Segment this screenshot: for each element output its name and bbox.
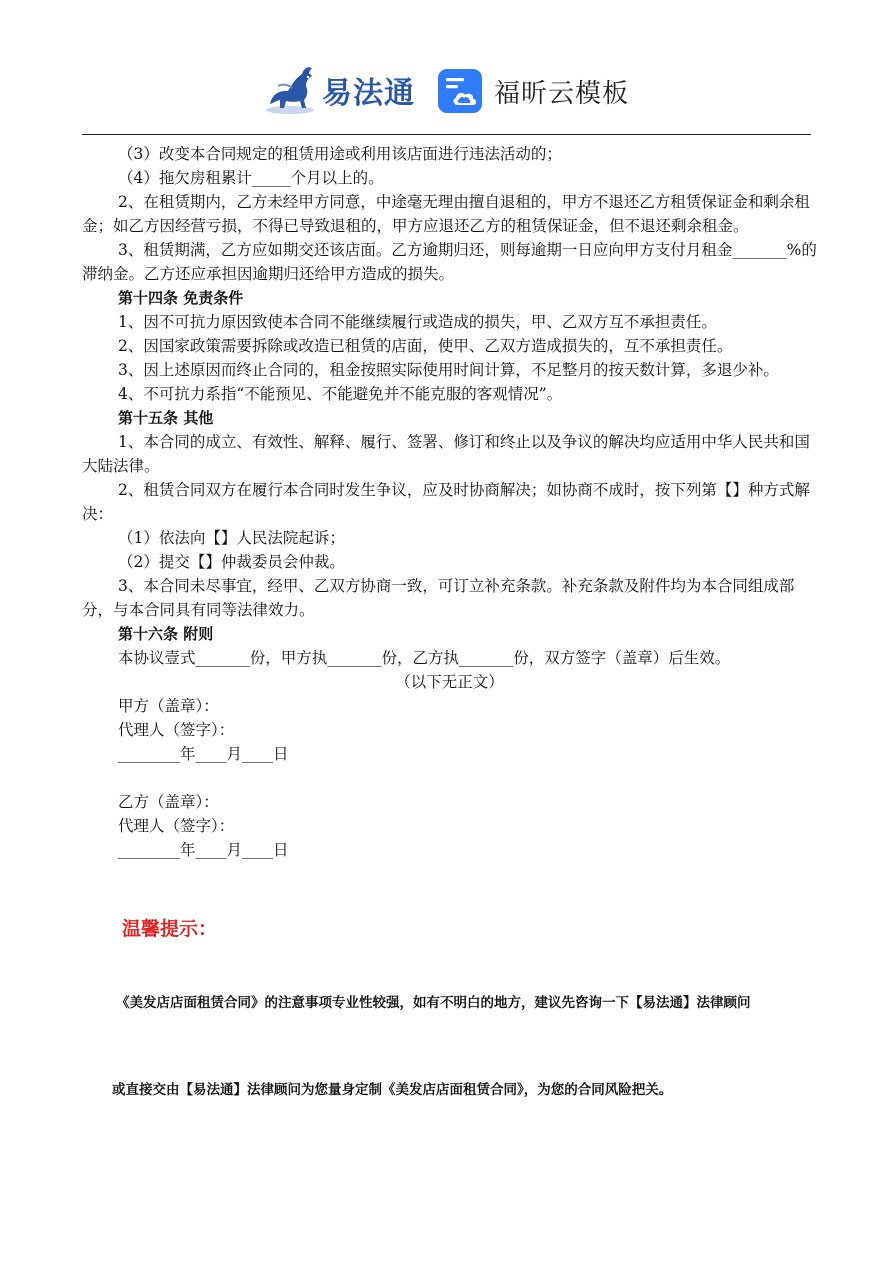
- article-16-heading: 第十六条 附则: [118, 625, 214, 643]
- clause-paragraph: 1、因不可抗力原因致使本合同不能继续履行或造成的损失，甲、乙双方互不承担责任。: [118, 313, 717, 331]
- clause-item: （3）改变本合同规定的租赁用途或利用该店面进行违法活动的；: [118, 145, 562, 163]
- tips-line-2: 或直接交由【易法通】法律顾问为您量身定制《美发店店面租赁合同》，为您的合同风险把关。: [112, 1081, 673, 1098]
- yifatong-logo: [262, 62, 415, 118]
- no-more-text-note: （以下无正文）: [395, 673, 504, 691]
- contract-body: [82, 142, 817, 862]
- foxit-cloud-template-logo: [436, 65, 629, 117]
- clause-item: （4）拖欠房租累计_____个月以上的。: [118, 169, 384, 187]
- clause-paragraph: 本协议壹式_______份，甲方执_______份，乙方执_______份，双方签字（盖章）后生效。: [118, 649, 731, 667]
- party-b-date-line: ________年____月____日: [118, 841, 289, 859]
- page-header: [0, 0, 893, 136]
- clause-paragraph: 3、因上述原因而终止合同的，租金按照实际使用时间计算，不足整月的按天数计算，多退少补。: [118, 361, 779, 379]
- clause-item: （1）依法向【】人民法院起诉；: [118, 529, 345, 547]
- article-15-heading: 第十五条 其他: [118, 409, 214, 427]
- spacer: [82, 766, 817, 790]
- clause-paragraph: 3、本合同未尽事宜，经甲、乙双方协商一致，可订立补充条款。补充条款及附件均为本合同组成部分，与本合同具有同等法律效力。: [82, 577, 795, 619]
- party-b-seal-line: 乙方（盖章）：: [118, 793, 219, 811]
- logo-right-text: 福昕云模板: [494, 78, 630, 109]
- tips-line-1: 《美发店店面租赁合同》的注意事项专业性较强，如有不明白的地方，建议先咨询一下【易法通】法律顾问: [116, 994, 751, 1011]
- party-a-date-line: ________年____月____日: [118, 745, 289, 763]
- clause-paragraph: 4、不可抗力系指“不能预见、不能避免并不能克服的客观情况”。: [118, 385, 563, 403]
- party-a-agent-line: 代理人（签字）：: [118, 721, 235, 739]
- tips-title: 温馨提示：: [122, 918, 218, 940]
- clause-paragraph: 2、租赁合同双方在履行本合同时发生争议，应及时协商解决；如协商不成时，按下列第【】种方式解决：: [82, 481, 810, 523]
- party-b-agent-line: 代理人（签字）：: [118, 817, 235, 835]
- clause-item: （2）提交【】仲裁委员会仲裁。: [118, 553, 345, 571]
- clause-paragraph: 1、本合同的成立、有效性、解释、履行、签署、修订和终止以及争议的解决均应适用中华人民共和国大陆法律。: [82, 433, 810, 475]
- clause-paragraph: 2、在租赁期内，乙方未经甲方同意，中途毫无理由擅自退租的，甲方不退还乙方租赁保证金和剩余租金；如乙方因经营亏损，不得已导致退租的，甲方应退还乙方的租赁保证金，但不退还剩余租金。: [82, 193, 810, 235]
- header-divider: [82, 134, 811, 135]
- logo-left-text: 易法通: [322, 76, 415, 111]
- clause-paragraph: 2、因国家政策需要拆除或改造已租赁的店面，使甲、乙双方造成损失的，互不承担责任。: [118, 337, 733, 355]
- party-a-seal-line: 甲方（盖章）：: [118, 697, 219, 715]
- horse-logo-icon: [262, 64, 318, 116]
- cloud-document-icon: [436, 67, 484, 115]
- clause-paragraph: 3、租赁期满，乙方应如期交还该店面。乙方逾期归还，则每逾期一日应向甲方支付月租金_______%的滞纳金。乙方还应承担因逾期归还给甲方造成的损失。: [82, 241, 817, 283]
- article-14-heading: 第十四条 免责条件: [118, 289, 244, 307]
